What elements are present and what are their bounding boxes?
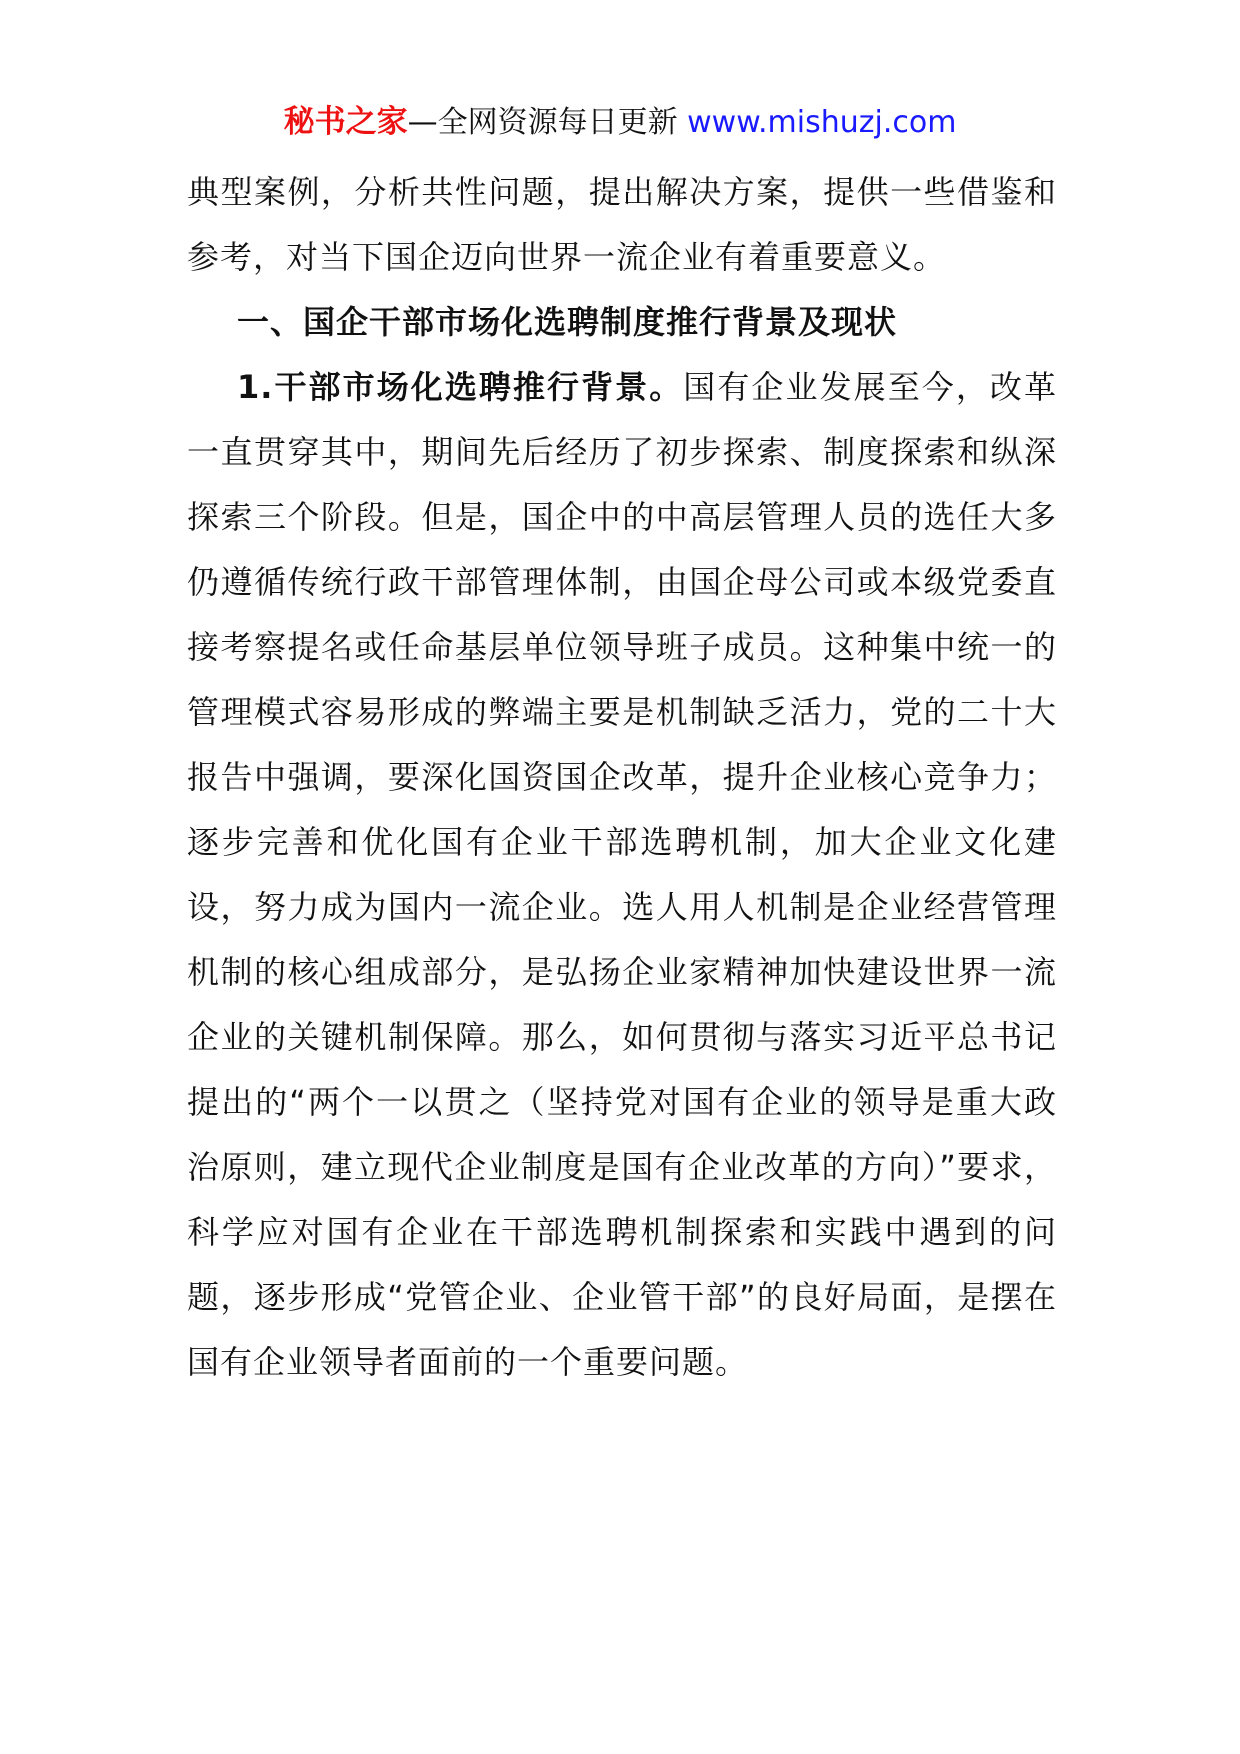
header-brand: 秘书之家 xyxy=(283,104,408,140)
paragraph-1 xyxy=(187,355,1057,1395)
paragraph-1-lead: 1.干部市场化选聘推行背景。 xyxy=(237,368,684,406)
paragraph-1-text: 国有企业发展至今，改革一直贯穿其中，期间先后经历了初步探索、制度探索和纵深探索三个阶段。但是，国企中的中高层管理人员的选任大多仍遵循传统行政干部管理体制，由国企母公司或本级党委直接考察提名或任命基层单位领导班子成员。这种集中统一的管理模式容易形成的弊端主要是机制缺乏活力，党的二十大报告中强调，要深化国资国企改革，提升企业核心竞争力；逐步完善和优化国有企业干部选聘机制，加大企业文化建设，努力成为国内一流企业。选人用人机制是企业经营管理机制的核心组成部分，是弘扬企业家精神加快建设世界一流企业的关键机制保障。那么，如何贯彻与落实习近平总书记提出的“两个一以贯之（坚持党对国有企业的领导是重大政治原则，建立现代企业制度是国有企业改革的方向）”要求，科学应对国有企业在干部选聘机制探索和实践中遇到的问题，逐步形成“党管企业、企业管干部”的良好局面，是摆在国有企业领导者面前的一个重要问题。 xyxy=(187,368,1057,1381)
page-header xyxy=(0,100,1240,145)
continuation-paragraph: 典型案例，分析共性问题，提出解决方案，提供一些借鉴和参考，对当下国企迈向世界一流企业有着重要意义。 xyxy=(187,173,1057,276)
header-url-link[interactable]: www.mishuzj.com xyxy=(687,105,957,140)
header-tagline: —全网资源每日更新 xyxy=(407,105,678,140)
section-heading: 一、国企干部市场化选聘制度推行背景及现状 xyxy=(237,303,898,341)
document-body xyxy=(187,160,1057,1395)
